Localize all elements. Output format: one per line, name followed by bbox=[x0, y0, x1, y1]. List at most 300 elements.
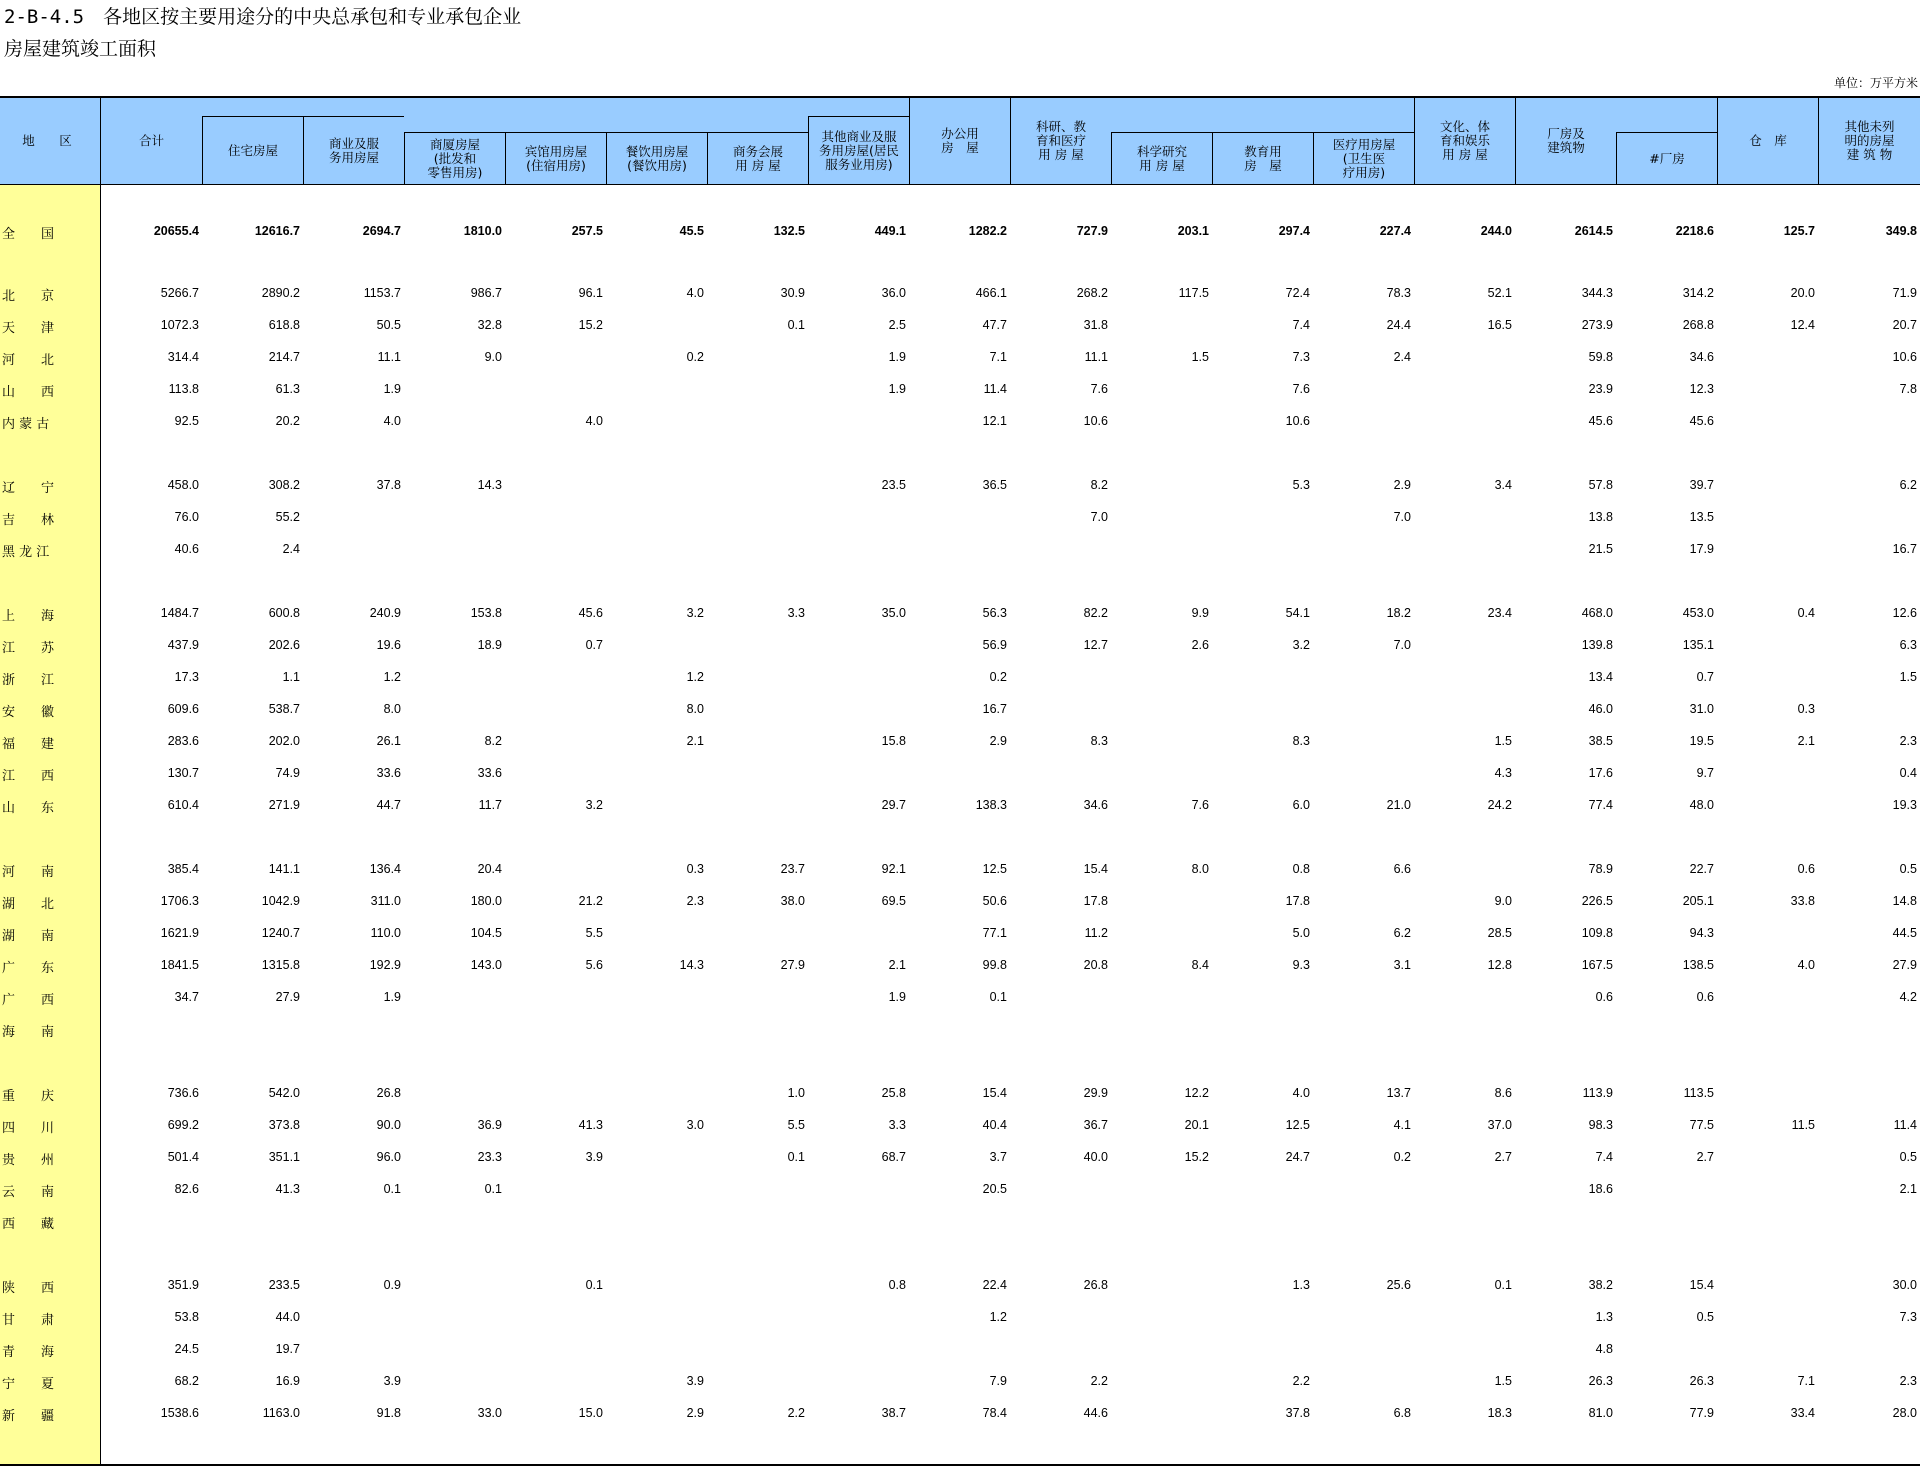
row-region-label: 浙 江 bbox=[2, 673, 55, 688]
header-hotel: 宾馆用房屋 (住宿用房) bbox=[505, 132, 606, 184]
table-cell: 13.8 bbox=[1588, 510, 1613, 524]
table-cell: 132.5 bbox=[773, 224, 805, 238]
table-cell: 3.2 bbox=[1292, 638, 1310, 652]
table-cell: 41.3 bbox=[578, 1118, 603, 1132]
table-cell: 2.7 bbox=[1494, 1150, 1512, 1164]
header-region: 地 区 bbox=[22, 133, 78, 148]
table-cell: 25.8 bbox=[881, 1086, 906, 1100]
table-cell: 214.7 bbox=[268, 350, 300, 364]
table-cell: 12.8 bbox=[1487, 958, 1512, 972]
table-header bbox=[0, 98, 1920, 185]
table-cell: 0.6 bbox=[1797, 862, 1815, 876]
table-cell: 92.5 bbox=[174, 414, 199, 428]
table-cell: 227.4 bbox=[1379, 224, 1411, 238]
table-cell: 24.7 bbox=[1285, 1150, 1310, 1164]
table-cell: 1538.6 bbox=[160, 1406, 199, 1420]
row-region-label: 山 东 bbox=[2, 801, 55, 816]
row-region-label: 全 国 bbox=[2, 227, 55, 242]
header-office: 办公用 房 屋 bbox=[909, 98, 1010, 184]
table-cell: 135.1 bbox=[1682, 638, 1714, 652]
table-cell: 2218.6 bbox=[1675, 224, 1714, 238]
table-cell: 1.9 bbox=[888, 990, 906, 1004]
table-cell: 7.0 bbox=[1393, 510, 1411, 524]
table-cell: 202.6 bbox=[268, 638, 300, 652]
table-cell: 76.0 bbox=[174, 510, 199, 524]
table-cell: 453.0 bbox=[1682, 606, 1714, 620]
table-cell: 986.7 bbox=[470, 286, 502, 300]
table-cell: 5266.7 bbox=[160, 286, 199, 300]
table-cell: 20.4 bbox=[477, 862, 502, 876]
table-cell: 2.4 bbox=[282, 542, 300, 556]
table-cell: 0.1 bbox=[484, 1182, 502, 1196]
header-medical: 医疗用房屋 (卫生医 疗用房) bbox=[1313, 132, 1414, 184]
table-cell: 17.8 bbox=[1285, 894, 1310, 908]
table-cell: 3.7 bbox=[989, 1150, 1007, 1164]
table-cell: 11.1 bbox=[377, 350, 401, 364]
table-cell: 9.7 bbox=[1696, 766, 1714, 780]
table-cell: 736.6 bbox=[167, 1086, 199, 1100]
row-region-label: 黑 龙 江 bbox=[2, 545, 50, 560]
table-cell: 33.8 bbox=[1790, 894, 1815, 908]
table-cell: 7.6 bbox=[1191, 798, 1209, 812]
table-cell: 2.2 bbox=[1292, 1374, 1310, 1388]
table-code: 2-B-4.5 bbox=[4, 6, 85, 28]
table-cell: 19.7 bbox=[275, 1342, 300, 1356]
table-cell: 94.3 bbox=[1689, 926, 1714, 940]
table-cell: 202.0 bbox=[268, 734, 300, 748]
table-cell: 1.9 bbox=[888, 350, 906, 364]
table-cell: 12.5 bbox=[982, 862, 1007, 876]
table-cell: 226.5 bbox=[1581, 894, 1613, 908]
table-cell: 20.7 bbox=[1892, 318, 1917, 332]
table-cell: 15.4 bbox=[1083, 862, 1108, 876]
table-cell: 2.1 bbox=[686, 734, 704, 748]
table-cell: 90.0 bbox=[376, 1118, 401, 1132]
table-cell: 33.6 bbox=[477, 766, 502, 780]
table-cell: 45.5 bbox=[679, 224, 704, 238]
table-cell: 2.3 bbox=[686, 894, 704, 908]
table-cell: 45.6 bbox=[1588, 414, 1613, 428]
table-cell: 12.1 bbox=[982, 414, 1007, 428]
table-cell: 3.0 bbox=[686, 1118, 704, 1132]
table-cell: 14.3 bbox=[477, 478, 502, 492]
table-cell: 314.2 bbox=[1682, 286, 1714, 300]
table-cell: 29.9 bbox=[1083, 1086, 1108, 1100]
table-cell: 6.6 bbox=[1393, 862, 1411, 876]
unit-label: 单位：万平方米 bbox=[1833, 76, 1918, 90]
table-cell: 35.0 bbox=[881, 606, 906, 620]
table-cell: 41.3 bbox=[275, 1182, 300, 1196]
table-cell: 19.3 bbox=[1892, 798, 1917, 812]
table-cell: 113.9 bbox=[1582, 1086, 1613, 1100]
table-cell: 37.8 bbox=[1285, 1406, 1310, 1420]
table-cell: 50.5 bbox=[376, 318, 401, 332]
table-cell: 6.0 bbox=[1292, 798, 1310, 812]
table-cell: 15.4 bbox=[1689, 1278, 1714, 1292]
table-cell: 3.2 bbox=[686, 606, 704, 620]
table-cell: 26.8 bbox=[1083, 1278, 1108, 1292]
table-cell: 538.7 bbox=[268, 702, 300, 716]
table-cell: 4.0 bbox=[383, 414, 401, 428]
table-cell: 7.1 bbox=[1797, 1374, 1815, 1388]
table-cell: 501.4 bbox=[167, 1150, 199, 1164]
table-cell: 5.5 bbox=[585, 926, 603, 940]
table-cell: 6.2 bbox=[1393, 926, 1411, 940]
table-cell: 45.6 bbox=[1689, 414, 1714, 428]
row-region-label: 湖 南 bbox=[2, 929, 55, 944]
row-region-label: 广 东 bbox=[2, 961, 55, 976]
table-cell: 15.4 bbox=[982, 1086, 1007, 1100]
table-cell: 17.8 bbox=[1083, 894, 1108, 908]
table-cell: 38.5 bbox=[1588, 734, 1613, 748]
table-cell: 11.2 bbox=[1084, 926, 1108, 940]
table-cell: 141.1 bbox=[268, 862, 300, 876]
table-cell: 7.0 bbox=[1090, 510, 1108, 524]
table-cell: 10.6 bbox=[1892, 350, 1917, 364]
table-cell: 0.1 bbox=[787, 318, 805, 332]
table-cell: 1163.0 bbox=[262, 1406, 300, 1420]
table-cell: 26.3 bbox=[1689, 1374, 1714, 1388]
header-other: 其他未列 明的房屋 建 筑 物 bbox=[1818, 98, 1920, 184]
table-cell: 2.6 bbox=[1191, 638, 1209, 652]
table-cell: 92.1 bbox=[881, 862, 906, 876]
row-region-label: 山 西 bbox=[2, 385, 55, 400]
table-cell: 74.9 bbox=[275, 766, 300, 780]
table-cell: 468.0 bbox=[1581, 606, 1613, 620]
row-region-label: 广 西 bbox=[2, 993, 55, 1008]
table-cell: 618.8 bbox=[268, 318, 300, 332]
table-cell: 351.9 bbox=[167, 1278, 199, 1292]
table-cell: 8.3 bbox=[1090, 734, 1108, 748]
table-cell: 15.2 bbox=[1184, 1150, 1209, 1164]
header-commercial: 商业及服 务用房屋 bbox=[303, 116, 404, 184]
row-region-label: 云 南 bbox=[2, 1185, 55, 1200]
table-cell: 33.4 bbox=[1790, 1406, 1815, 1420]
table-cell: 53.8 bbox=[174, 1310, 199, 1324]
table-cell: 1841.5 bbox=[160, 958, 199, 972]
table-cell: 1.1 bbox=[282, 670, 300, 684]
table-cell: 268.8 bbox=[1682, 318, 1714, 332]
table-cell: 68.7 bbox=[881, 1150, 906, 1164]
header-exhibition: 商务会展 用 房 屋 bbox=[707, 132, 808, 184]
table-cell: 9.0 bbox=[1494, 894, 1512, 908]
table-cell: 8.0 bbox=[383, 702, 401, 716]
row-region-label: 辽 宁 bbox=[2, 481, 55, 496]
table-cell: 20.1 bbox=[1184, 1118, 1209, 1132]
table-cell: 37.0 bbox=[1487, 1118, 1512, 1132]
row-region-label: 甘 肃 bbox=[2, 1313, 55, 1328]
table-cell: 3.1 bbox=[1393, 958, 1411, 972]
table-cell: 1.5 bbox=[1494, 734, 1512, 748]
table-cell: 16.5 bbox=[1487, 318, 1512, 332]
table-cell: 0.6 bbox=[1696, 990, 1714, 1004]
table-cell: 2890.2 bbox=[261, 286, 300, 300]
table-cell: 1.3 bbox=[1595, 1310, 1613, 1324]
table-cell: 24.2 bbox=[1487, 798, 1512, 812]
table-cell: 78.4 bbox=[982, 1406, 1007, 1420]
table-cell: 21.0 bbox=[1386, 798, 1411, 812]
row-region-label: 重 庆 bbox=[2, 1089, 55, 1104]
table-cell: 18.3 bbox=[1487, 1406, 1512, 1420]
table-cell: 7.1 bbox=[989, 350, 1007, 364]
row-region-label: 天 津 bbox=[2, 321, 55, 336]
table-cell: 9.0 bbox=[484, 350, 502, 364]
table-cell: 91.8 bbox=[376, 1406, 401, 1420]
table-cell: 2.3 bbox=[1899, 1374, 1917, 1388]
table-cell: 40.4 bbox=[982, 1118, 1007, 1132]
table-cell: 71.9 bbox=[1892, 286, 1917, 300]
row-region-label: 新 疆 bbox=[2, 1409, 55, 1424]
row-region-label: 福 建 bbox=[2, 737, 55, 752]
table-cell: 36.5 bbox=[982, 478, 1007, 492]
table-cell: 36.0 bbox=[881, 286, 906, 300]
row-region-label: 四 川 bbox=[2, 1121, 55, 1136]
table-cell: 3.3 bbox=[888, 1118, 906, 1132]
table-cell: 3.4 bbox=[1494, 478, 1512, 492]
table-cell: 1.5 bbox=[1899, 670, 1917, 684]
table-cell: 113.8 bbox=[168, 382, 199, 396]
table-cell: 44.0 bbox=[275, 1310, 300, 1324]
table-cell: 2.1 bbox=[1899, 1182, 1917, 1196]
table-cell: 0.2 bbox=[686, 350, 704, 364]
table-cell: 28.0 bbox=[1892, 1406, 1917, 1420]
table-cell: 29.7 bbox=[881, 798, 906, 812]
table-cell: 13.4 bbox=[1588, 670, 1613, 684]
table-cell: 7.4 bbox=[1595, 1150, 1613, 1164]
table-cell: 11.7 bbox=[478, 798, 502, 812]
table-cell: 1282.2 bbox=[968, 224, 1007, 238]
table-cell: 1.5 bbox=[1494, 1374, 1512, 1388]
table-cell: 2.4 bbox=[1393, 350, 1411, 364]
table-cell: 351.1 bbox=[268, 1150, 300, 1164]
row-region-label: 河 北 bbox=[2, 353, 55, 368]
table-cell: 8.3 bbox=[1292, 734, 1310, 748]
table-cell: 1.2 bbox=[383, 670, 401, 684]
table-cell: 0.8 bbox=[1292, 862, 1310, 876]
table-cell: 11.4 bbox=[983, 382, 1007, 396]
table-cell: 24.4 bbox=[1386, 318, 1411, 332]
table-cell: 610.4 bbox=[167, 798, 199, 812]
table-cell: 0.7 bbox=[1696, 670, 1714, 684]
table-cell: 233.5 bbox=[268, 1278, 300, 1292]
table-cell: 283.6 bbox=[167, 734, 199, 748]
table-cell: 1.9 bbox=[888, 382, 906, 396]
table-cell: 26.8 bbox=[376, 1086, 401, 1100]
table-cell: 20655.4 bbox=[153, 224, 199, 238]
table-cell: 13.5 bbox=[1689, 510, 1714, 524]
table-cell: 16.9 bbox=[275, 1374, 300, 1388]
table-cell: 98.3 bbox=[1588, 1118, 1613, 1132]
table-cell: 130.7 bbox=[167, 766, 199, 780]
table-cell: 8.2 bbox=[1090, 478, 1108, 492]
table-cell: 0.3 bbox=[686, 862, 704, 876]
table-cell: 20.0 bbox=[1790, 286, 1815, 300]
table-cell: 138.3 bbox=[975, 798, 1007, 812]
table-cell: 113.5 bbox=[1683, 1086, 1714, 1100]
header-research: 科学研究 用 房 屋 bbox=[1111, 132, 1212, 184]
row-region-label: 海 南 bbox=[2, 1025, 55, 1040]
row-region-label: 江 苏 bbox=[2, 641, 55, 656]
table-cell: 18.2 bbox=[1386, 606, 1411, 620]
table-cell: 59.8 bbox=[1588, 350, 1613, 364]
table-title-line2: 房屋建筑竣工面积 bbox=[4, 38, 157, 60]
table-cell: 17.9 bbox=[1689, 542, 1714, 556]
table-cell: 78.9 bbox=[1588, 862, 1613, 876]
table-cell: 2.9 bbox=[1393, 478, 1411, 492]
table-cell: 0.1 bbox=[383, 1182, 401, 1196]
table-cell: 9.9 bbox=[1191, 606, 1209, 620]
table-cell: 48.0 bbox=[1689, 798, 1714, 812]
table-cell: 23.7 bbox=[780, 862, 805, 876]
table-cell: 4.2 bbox=[1899, 990, 1917, 1004]
table-cell: 36.9 bbox=[477, 1118, 502, 1132]
table-cell: 2.3 bbox=[1899, 734, 1917, 748]
header-research-edu-med: 科研、教 育和医疗 用 房 屋 bbox=[1010, 98, 1111, 184]
row-region-label: 内 蒙 古 bbox=[2, 417, 50, 432]
table-cell: 7.9 bbox=[989, 1374, 1007, 1388]
table-cell: 0.1 bbox=[585, 1278, 603, 1292]
table-cell: 0.5 bbox=[1899, 862, 1917, 876]
table-cell: 82.2 bbox=[1083, 606, 1108, 620]
table-cell: 0.2 bbox=[1393, 1150, 1411, 1164]
table-cell: 8.0 bbox=[686, 702, 704, 716]
table-cell: 437.9 bbox=[167, 638, 199, 652]
table-cell: 57.8 bbox=[1588, 478, 1613, 492]
table-cell: 96.0 bbox=[376, 1150, 401, 1164]
table-cell: 0.2 bbox=[989, 670, 1007, 684]
table-cell: 30.0 bbox=[1892, 1278, 1917, 1292]
table-cell: 4.0 bbox=[1292, 1086, 1310, 1100]
row-region-label: 西 藏 bbox=[2, 1217, 55, 1232]
table-cell: 109.8 bbox=[1581, 926, 1613, 940]
table-cell: 244.0 bbox=[1480, 224, 1512, 238]
table-cell: 96.1 bbox=[578, 286, 603, 300]
row-region-label: 河 南 bbox=[2, 865, 55, 880]
table-cell: 466.1 bbox=[975, 286, 1007, 300]
table-cell: 0.1 bbox=[989, 990, 1007, 1004]
table-cell: 77.5 bbox=[1689, 1118, 1714, 1132]
table-cell: 7.3 bbox=[1899, 1310, 1917, 1324]
table-cell: 11.1 bbox=[1084, 350, 1108, 364]
table-cell: 30.9 bbox=[780, 286, 805, 300]
table-cell: 77.4 bbox=[1588, 798, 1613, 812]
row-region-label: 安 徽 bbox=[2, 705, 55, 720]
table-cell: 7.6 bbox=[1292, 382, 1310, 396]
table-cell: 268.2 bbox=[1076, 286, 1108, 300]
row-region-label: 贵 州 bbox=[2, 1153, 55, 1168]
table-cell: 12.4 bbox=[1790, 318, 1815, 332]
table-cell: 1072.3 bbox=[160, 318, 199, 332]
table-cell: 10.6 bbox=[1083, 414, 1108, 428]
table-cell: 4.1 bbox=[1393, 1118, 1411, 1132]
table-cell: 81.0 bbox=[1588, 1406, 1613, 1420]
table-cell: 23.3 bbox=[477, 1150, 502, 1164]
table-cell: 27.9 bbox=[275, 990, 300, 1004]
table-cell: 14.3 bbox=[679, 958, 704, 972]
table-cell: 12.5 bbox=[1285, 1118, 1310, 1132]
table-cell: 40.6 bbox=[174, 542, 199, 556]
table-cell: 1.9 bbox=[383, 382, 401, 396]
table-cell: 18.9 bbox=[477, 638, 502, 652]
row-region-label: 北 京 bbox=[2, 289, 55, 304]
table-cell: 5.0 bbox=[1292, 926, 1310, 940]
table-cell: 50.6 bbox=[982, 894, 1007, 908]
table-cell: 1.0 bbox=[787, 1086, 805, 1100]
table-cell: 69.5 bbox=[881, 894, 906, 908]
table-cell: 600.8 bbox=[268, 606, 300, 620]
table-title-text: 各地区按主要用途分的中央总承包和专业承包企业 bbox=[103, 6, 522, 28]
table-cell: 36.7 bbox=[1083, 1118, 1108, 1132]
table-cell: 136.4 bbox=[369, 862, 401, 876]
table-cell: 1.2 bbox=[686, 670, 704, 684]
table-cell: 38.7 bbox=[881, 1406, 906, 1420]
table-cell: 14.8 bbox=[1892, 894, 1917, 908]
table-cell: 0.3 bbox=[1797, 702, 1815, 716]
header-factory-sub: #厂房 bbox=[1616, 132, 1717, 184]
table-cell: 20.2 bbox=[275, 414, 300, 428]
table-cell: 13.7 bbox=[1386, 1086, 1411, 1100]
table-cell: 1484.7 bbox=[160, 606, 199, 620]
table-cell: 0.4 bbox=[1797, 606, 1815, 620]
table-cell: 0.6 bbox=[1595, 990, 1613, 1004]
table-cell: 7.0 bbox=[1393, 638, 1411, 652]
table-cell: 72.4 bbox=[1285, 286, 1310, 300]
table-cell: 7.8 bbox=[1899, 382, 1917, 396]
table-cell: 542.0 bbox=[268, 1086, 300, 1100]
table-cell: 203.1 bbox=[1177, 224, 1209, 238]
table-cell: 6.3 bbox=[1899, 638, 1917, 652]
table-cell: 192.9 bbox=[369, 958, 401, 972]
table-cell: 373.8 bbox=[268, 1118, 300, 1132]
table-cell: 34.6 bbox=[1689, 350, 1714, 364]
table-cell: 23.5 bbox=[881, 478, 906, 492]
table-cell: 3.3 bbox=[787, 606, 805, 620]
table-cell: 26.3 bbox=[1588, 1374, 1613, 1388]
table-cell: 8.6 bbox=[1494, 1086, 1512, 1100]
table-cell: 52.1 bbox=[1487, 286, 1512, 300]
table-cell: 0.4 bbox=[1899, 766, 1917, 780]
table-cell: 23.4 bbox=[1487, 606, 1512, 620]
table-cell: 2.5 bbox=[888, 318, 906, 332]
table-cell: 82.6 bbox=[174, 1182, 199, 1196]
table-cell: 1315.8 bbox=[261, 958, 300, 972]
table-cell: 6.8 bbox=[1393, 1406, 1411, 1420]
table-cell: 110.0 bbox=[370, 926, 401, 940]
table-cell: 3.9 bbox=[383, 1374, 401, 1388]
table-cell: 0.5 bbox=[1899, 1150, 1917, 1164]
table-cell: 138.5 bbox=[1682, 958, 1714, 972]
table-cell: 297.4 bbox=[1278, 224, 1310, 238]
table-cell: 2.2 bbox=[1090, 1374, 1108, 1388]
table-cell: 32.8 bbox=[477, 318, 502, 332]
table-cell: 5.6 bbox=[585, 958, 603, 972]
table-cell: 2.2 bbox=[787, 1406, 805, 1420]
header-education: 教育用 房 屋 bbox=[1212, 132, 1313, 184]
table-cell: 11.4 bbox=[1893, 1118, 1917, 1132]
table-cell: 18.6 bbox=[1588, 1182, 1613, 1196]
table-cell: 1153.7 bbox=[363, 286, 401, 300]
table-cell: 349.8 bbox=[1885, 224, 1917, 238]
table-cell: 33.6 bbox=[376, 766, 401, 780]
table-cell: 344.3 bbox=[1581, 286, 1613, 300]
table-cell: 15.8 bbox=[881, 734, 906, 748]
table-cell: 2.9 bbox=[686, 1406, 704, 1420]
table-cell: 385.4 bbox=[167, 862, 199, 876]
table-cell: 143.0 bbox=[470, 958, 502, 972]
table-cell: 699.2 bbox=[167, 1118, 199, 1132]
table-cell: 31.8 bbox=[1083, 318, 1108, 332]
table-cell: 6.2 bbox=[1899, 478, 1917, 492]
